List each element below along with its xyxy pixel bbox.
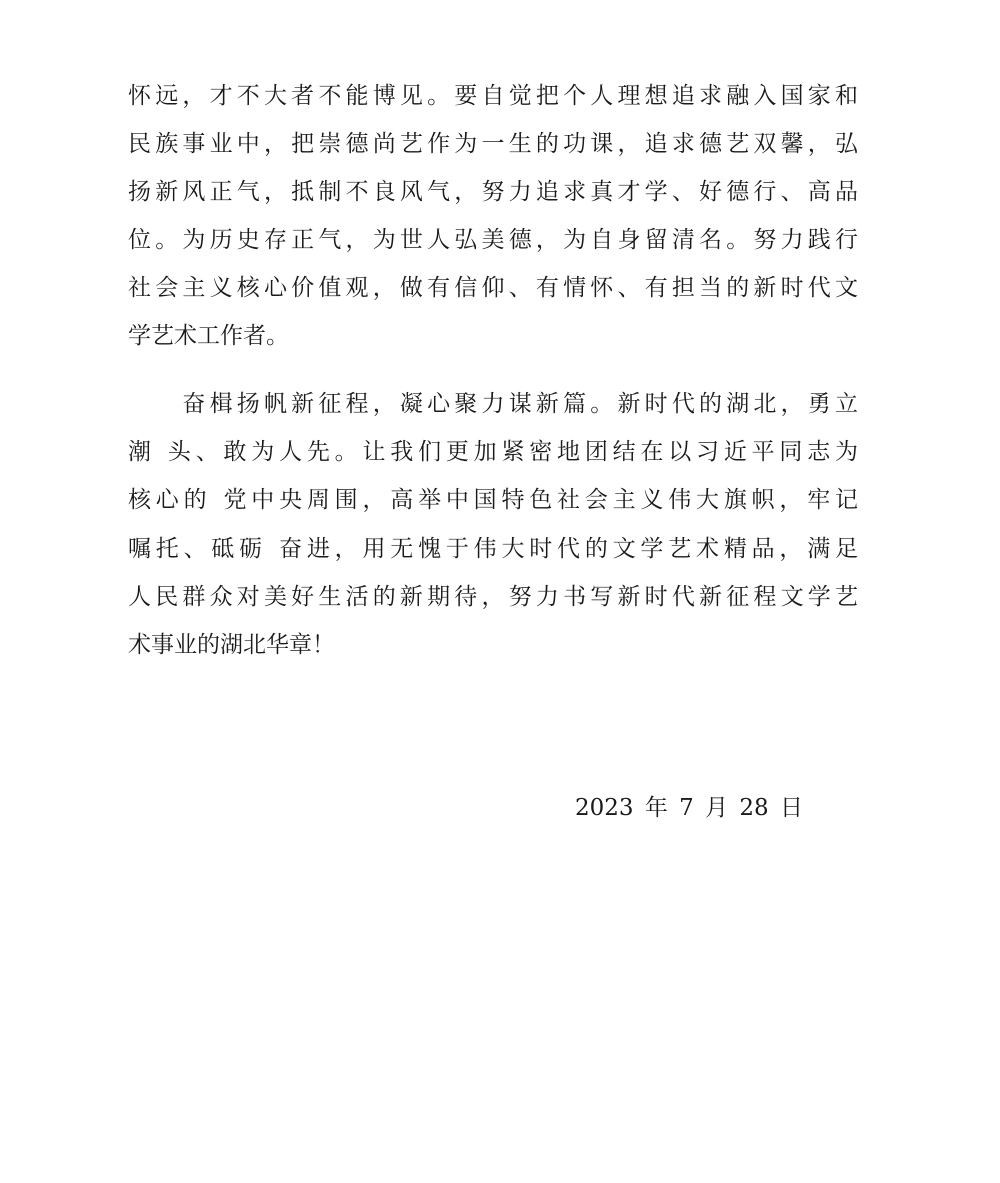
paragraph-2-line-3: 核心的 党中央周围，高举中国特色社会主义伟大旗帜，牢记	[128, 487, 858, 513]
paragraph-1-line-5: 社会主义核心价值观，做有信仰、有情怀、有担当的新时代文	[128, 275, 858, 301]
paragraph-2-line-1: 奋楫扬帆新征程，凝心聚力谋新篇。新时代的湖北，勇立	[128, 391, 858, 417]
paragraph-2-line-4: 嘱托、砥砺 奋进，用无愧于伟大时代的文学艺术精品，满足	[128, 536, 858, 562]
paragraph-2-line-5: 人民群众对美好生活的新期待，努力书写新时代新征程文学艺	[128, 584, 858, 610]
paragraph-1-line-3: 扬新风正气，抵制不良风气，努力追求真才学、好德行、高品	[128, 179, 858, 205]
paragraph-2-line-6: 术事业的湖北华章！	[128, 632, 335, 658]
paragraph-1-line-2: 民族事业中，把崇德尚艺作为一生的功课，追求德艺双馨，弘	[128, 131, 858, 157]
paragraph-1-line-6: 学艺术工作者。	[128, 323, 289, 349]
document-date: 2023 年 7 月 28 日	[575, 795, 803, 821]
paragraph-2-line-2: 潮 头、敢为人先。让我们更加紧密地团结在以习近平同志为	[128, 439, 858, 465]
paragraph-1-line-1: 怀远，才不大者不能博见。要自觉把个人理想追求融入国家和	[128, 83, 858, 109]
paragraph-1-line-4: 位。为历史存正气，为世人弘美德，为自身留清名。努力践行	[128, 227, 858, 253]
